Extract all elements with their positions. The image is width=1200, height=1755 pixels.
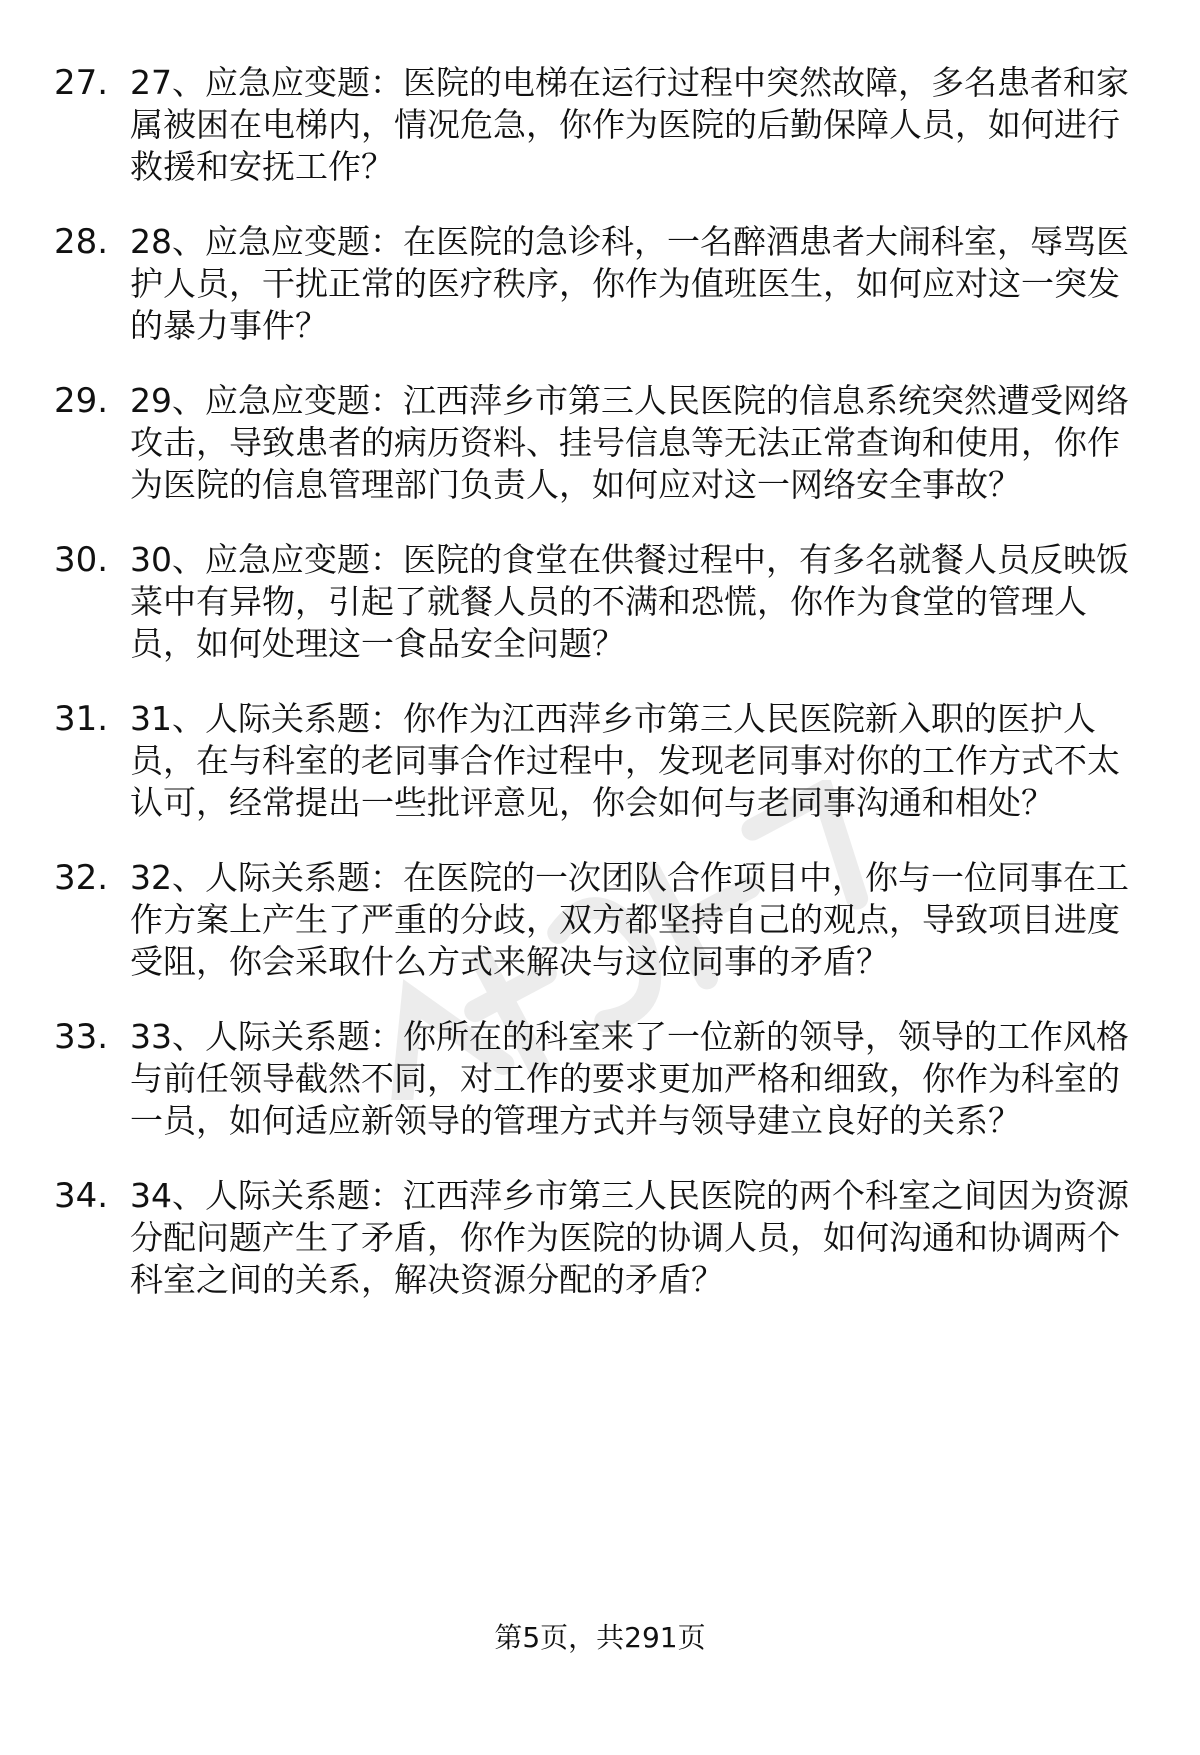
question-number: 32. xyxy=(54,858,109,898)
question-item xyxy=(54,539,1144,665)
question-number: 33. xyxy=(54,1017,109,1057)
question-item xyxy=(54,698,1144,824)
question-number: 29. xyxy=(54,381,109,421)
page-footer: 第5页，共291页 xyxy=(494,1621,706,1654)
question-item xyxy=(54,380,1144,506)
question-item xyxy=(54,1016,1144,1142)
question-item xyxy=(54,1175,1144,1301)
question-text: 32、人际关系题：在医院的一次团队合作项目中，你与一位同事在工作方案上产生了严重的分歧，双方都坚持自己的观点，导致项目进度受阻，你会采取什么方式来解决与这位同事的矛盾？ xyxy=(130,858,1129,981)
question-text: 27、应急应变题：医院的电梯在运行过程中突然故障，多名患者和家属被困在电梯内，情况危急，你作为医院的后勤保障人员，如何进行救援和安抚工作？ xyxy=(130,63,1129,186)
question-text: 34、人际关系题：江西萍乡市第三人民医院的两个科室之间因为资源分配问题产生了矛盾，你作为医院的协调人员，如何沟通和协调两个科室之间的关系，解决资源分配的矛盾？ xyxy=(130,1176,1129,1299)
question-number: 28. xyxy=(54,222,109,262)
question-number: 30. xyxy=(54,540,109,580)
question-item xyxy=(54,62,1144,188)
question-list xyxy=(54,62,1144,1334)
question-text: 31、人际关系题：你作为江西萍乡市第三人民医院新入职的医护人员，在与科室的老同事合作过程中，发现老同事对你的工作方式不太认可，经常提出一些批评意见，你会如何与老同事沟通和相处？ xyxy=(130,699,1120,822)
question-item xyxy=(54,221,1144,347)
question-text: 30、应急应变题：医院的食堂在供餐过程中，有多名就餐人员反映饭菜中有异物，引起了就餐人员的不满和恐慌，你作为食堂的管理人员，如何处理这一食品安全问题？ xyxy=(130,540,1129,663)
question-number: 34. xyxy=(54,1176,109,1216)
question-text: 33、人际关系题：你所在的科室来了一位新的领导，领导的工作风格与前任领导截然不同，对工作的要求更加严格和细致，你作为科室的一员，如何适应新领导的管理方式并与领导建立良好的关系？ xyxy=(130,1017,1129,1140)
question-text: 28、应急应变题：在医院的急诊科，一名醉酒患者大闹科室，辱骂医护人员，干扰正常的医疗秩序，你作为值班医生，如何应对这一突发的暴力事件？ xyxy=(130,222,1129,345)
question-number: 27. xyxy=(54,63,109,103)
question-item xyxy=(54,857,1144,983)
question-number: 31. xyxy=(54,699,109,739)
question-text: 29、应急应变题：江西萍乡市第三人民医院的信息系统突然遭受网络攻击，导致患者的病历资料、挂号信息等无法正常查询和使用，你作为医院的信息管理部门负责人，如何应对这一网络安全事故？ xyxy=(130,381,1129,504)
